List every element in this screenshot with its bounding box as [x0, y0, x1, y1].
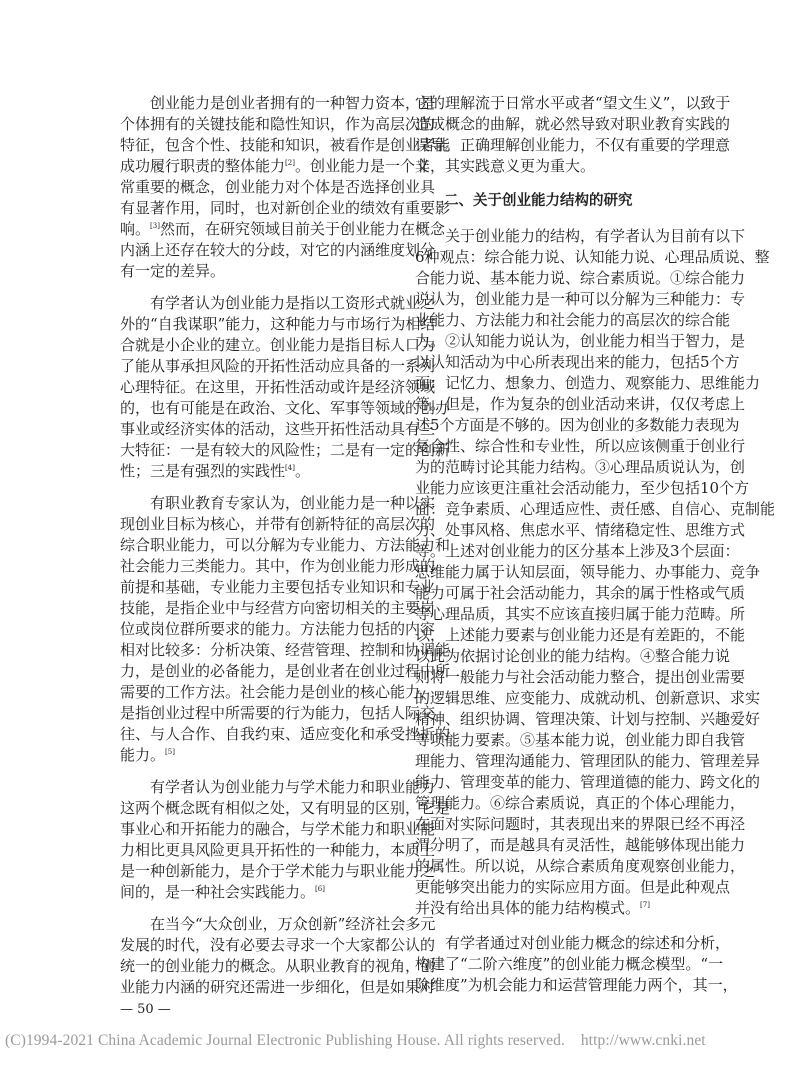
- text-line: 需要的工作方法。社会能力是创业的核心能力，: [120, 683, 436, 701]
- text-line: 等。上述对创业能力的区分基本上涉及3个层面：: [415, 542, 740, 560]
- text-line: 以此为依据讨论创业的能力结构。④整合能力说: [415, 647, 731, 665]
- text-line: 以，上述能力要素与创业能力还是有差距的，不能: [415, 626, 746, 644]
- text-line: 社会能力三类能力。其中，作为创业能力形成的: [120, 557, 436, 575]
- text-line: 有显著作用，同时，也对新创企业的绩效有重要影: [120, 199, 451, 217]
- text-line: 渭分明了，而是越具有灵活性，越能够体现出能力: [415, 836, 746, 854]
- text-line: 阶维度”为机会能力和运营管理能力两个，其一，: [415, 976, 738, 994]
- text-line: 这两个概念既有相似之处，又有明显的区别，它是: [120, 799, 451, 817]
- text-line: 是一种创新能力，是介于学术能力与职业能力之: [120, 862, 436, 880]
- text-line: 综合职业能力，可以分解为专业能力、方法能力和: [120, 536, 451, 554]
- text-line: 在面对实际问题时，其表现出来的界限已经不再泾: [415, 815, 746, 833]
- copyright-notice: (C)1994-2021 China Academic Journal Electronic Publishing House. All rights reserved. http://www.cnki.net: [5, 1032, 706, 1049]
- text-line: 常重要的概念，创业能力对个体是否选择创业具: [120, 178, 436, 196]
- text-line: 在当今“大众创业，万众创新”经济社会多元: [150, 915, 436, 933]
- text-line: 响。[3]然而，在研究领域目前关于创业能力在概念: [120, 220, 445, 238]
- text-line: 大特征：一是有较大的风险性；二是有一定的创新: [120, 441, 451, 459]
- text-line: 它的理解流于日常水平或者“望文生义”，以致于: [415, 94, 731, 112]
- text-line: 的，也有可能是在政治、文化、军事等领域的创办: [120, 399, 451, 417]
- text-line: 构建了“二阶六维度”的创业能力概念模型。“一: [415, 955, 724, 973]
- text-line: 力、处事风格、焦虑水平、情绪稳定性、思维方式: [415, 521, 746, 539]
- text-line: 间的，是一种社会实践能力。[6]: [120, 883, 325, 901]
- text-line: 心理特征。在这里，开拓性活动或许是经济领域: [120, 378, 436, 396]
- text-line: 了能从事承担风险的开拓性活动应具备的一系列: [120, 357, 436, 375]
- paragraph: [415, 93, 731, 177]
- left-column: [120, 93, 451, 998]
- text-line: 管理能力。⑥综合素质说，真正的个体心理能力，: [415, 794, 746, 812]
- paragraph: [120, 914, 436, 998]
- citation-ref: [3]: [150, 222, 160, 230]
- citation-ref: [7]: [640, 901, 650, 909]
- citation-ref: [4]: [285, 464, 295, 472]
- text-line: 统一的创业能力的概念。从职业教育的视角，创: [120, 957, 436, 975]
- text-line: 能力、管理变革的能力、管理道德的能力、跨文化的: [415, 773, 761, 791]
- text-line: 力，是创业的必备能力，是创业者在创业过程中所: [120, 662, 451, 680]
- text-line: 业能力、方法能力和社会能力的高层次的综合能: [415, 311, 731, 329]
- citation-ref: [6]: [315, 885, 325, 893]
- text-line: 为的范畴讨论其能力结构。③心理品质说认为，创: [415, 458, 746, 476]
- text-line: 能力。[5]: [120, 746, 175, 764]
- text-line: 有职业教育专家认为，创业能力是一种以实: [150, 494, 436, 512]
- section-heading: 二、关于创业能力结构的研究: [444, 193, 633, 209]
- paragraph: [120, 493, 451, 766]
- text-line: 前提和基础，专业能力主要包括专业知识和专业: [120, 578, 436, 596]
- text-line: 事业心和开拓能力的融合，与学术能力和职业能: [120, 820, 436, 838]
- text-line: 义，其实践意义更为重大。: [415, 157, 596, 175]
- text-line: 力。②认知能力说认为，创业能力相当于智力，是: [415, 332, 746, 350]
- text-line: 等。但是，作为复杂的创业活动来讲，仅仅考虑上: [415, 395, 746, 413]
- text-line: 能力可属于社会活动能力，其余的属于性格或气质: [415, 584, 746, 602]
- text-line: 相对比较多：分析决策、经营管理、控制和协调能: [120, 641, 451, 659]
- text-line: 6种观点：综合能力说、认知能力说、心理品质说、整: [415, 248, 770, 266]
- text-line: 以认知活动为中心所表现出来的能力，包括5个方: [415, 353, 740, 371]
- text-line: 造成概念的曲解，就必然导致对职业教育实践的: [415, 115, 731, 133]
- text-line: 等心理品质，其实不应该直接归属于能力范畴。所: [415, 605, 746, 623]
- text-line: 则将一般能力与社会活动能力整合，提出创业需要: [415, 668, 746, 686]
- text-line: 并没有给出具体的能力结构模式。[7]: [415, 899, 650, 917]
- paragraph: [120, 777, 451, 903]
- paragraph: [415, 933, 738, 996]
- text-line: 技能，是指企业中与经营方向密切相关的主要岗: [120, 599, 436, 617]
- text-line: 精神、组织协调、管理决策、计划与控制、兴趣爱好: [415, 710, 761, 728]
- text-line: 创业能力是创业者拥有的一种智力资本，是: [150, 94, 436, 112]
- text-line: 成功履行职责的整体能力[2]。创业能力是一个非: [120, 157, 430, 175]
- text-line: 有一定的差异。: [120, 262, 226, 280]
- page-number: — 50 —: [120, 1002, 171, 1017]
- text-line: 面：记忆力、想象力、创造力、观察能力、思维能力: [415, 374, 761, 392]
- text-line: 往、与人合作、自我约束、适应变化和承受挫折的: [120, 725, 451, 743]
- text-line: 是指创业过程中所需要的行为能力，包括人际交: [120, 704, 436, 722]
- paragraph: [415, 226, 776, 919]
- text-line: 等项能力要素。⑤基本能力说，创业能力即自我管: [415, 731, 746, 749]
- text-line: 个体拥有的关键技能和隐性知识，作为高层次的: [120, 115, 436, 133]
- text-line: 的属性。所以说，从综合素质角度观察创业能力，: [415, 857, 746, 875]
- text-line: 位或岗位群所要求的能力。方法能力包括的内容: [120, 620, 436, 638]
- text-line: 说认为，创业能力是一种可以分解为三种能力：专: [415, 290, 746, 308]
- text-line: 述5个方面是不够的。因为创业的多数能力表现为: [415, 416, 740, 434]
- right-column: [415, 93, 776, 996]
- text-line: 发展的时代，没有必要去寻求一个大家都公认的: [120, 936, 436, 954]
- text-line: 的逻辑思维、应变能力、成就动机、创新意识、求实: [415, 689, 761, 707]
- text-line: 误导。正确理解创业能力，不仅有重要的学理意: [415, 136, 731, 154]
- text-line: 合就是小企业的建立。创业能力是指目标人口为: [120, 336, 436, 354]
- paragraph: [120, 93, 451, 282]
- text-line: 思维能力属于认知层面，领导能力、办事能力、竞争: [415, 563, 761, 581]
- text-line: 复合性、综合性和专业性，所以应该侧重于创业行: [415, 437, 746, 455]
- text-line: 特征，包含个性、技能和知识，被看作是创业者能: [120, 136, 451, 154]
- text-line: 更能够突出能力的实际应用方面。但是此种观点: [415, 878, 731, 896]
- paragraph: [120, 293, 451, 482]
- text-line: 有学者通过对创业能力概念的综述和分析，: [445, 934, 731, 952]
- text-line: 外的“自我谋职”能力，这种能力与市场行为相结: [120, 315, 436, 333]
- text-line: 关于创业能力的结构，有学者认为目前有以下: [445, 227, 746, 245]
- text-line: 业能力内涵的研究还需进一步细化，但是如果对: [120, 978, 436, 996]
- citation-ref: [2]: [285, 159, 295, 167]
- text-line: 理能力、管理沟通能力、管理团队的能力、管理差异: [415, 752, 761, 770]
- text-line: 业能力应该更注重社会活动能力，至少包括10个方: [415, 479, 750, 497]
- text-line: 内涵上还存在较大的分歧，对它的内涵维度划分: [120, 241, 436, 259]
- text-line: 有学者认为创业能力与学术能力和职业能力: [150, 778, 436, 796]
- text-line: 有学者认为创业能力是指以工资形式就业之: [150, 294, 436, 312]
- text-line: 面：竞争素质、心理适应性、责任感、自信心、克制能: [415, 500, 776, 518]
- text-line: 事业或经济实体的活动，这些开拓性活动具有三: [120, 420, 436, 438]
- text-line: 合能力说、基本能力说、综合素质说。①综合能力: [415, 269, 746, 287]
- citation-ref: [5]: [165, 748, 175, 756]
- text-line: 力相比更具风险更具开拓性的一种能力，本质上: [120, 841, 436, 859]
- text-line: 性；三是有强烈的实践性[4]。: [120, 462, 310, 480]
- text-line: 现创业目标为核心，并带有创新特征的高层次的: [120, 515, 436, 533]
